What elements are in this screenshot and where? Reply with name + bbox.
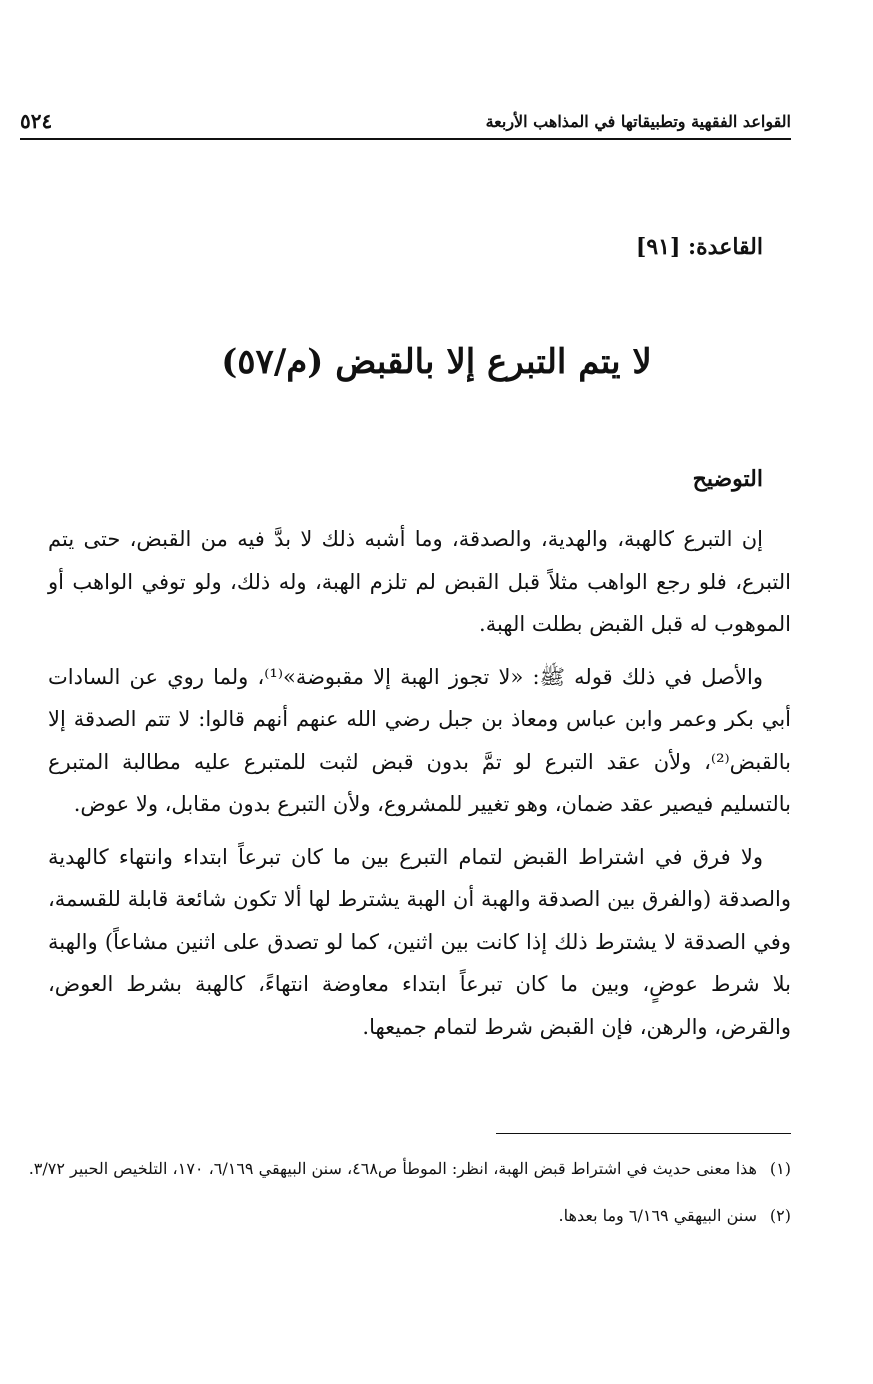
running-title: القواعد الفقهية وتطبيقاتها في المذاهب الأربعة — [485, 111, 791, 131]
paragraph: والأصل في ذلك قوله ﷺ: «لا تجوز الهبة إلا مقبوضة»⁽¹⁾، ولما روي عن السادات أبي بكر وعمر وابن عباس ومعاذ بن جبل رضي الله عنهم أنهم قالوا: لا تتم الصدقة إلا بالقبض⁽²⁾، ولأن عقد التبرع لو تمَّ بدون قبض لثبت للمتبرع عليه مطالبة المتبرع بالتسليم فيصير عقد ضمان، وهو تغيير للمشروع، ولأن التبرع بدون مقابل، ولا عوض. — [48, 664, 791, 816]
footnote-separator — [496, 1133, 791, 1134]
page-number: ٥٢٤ — [20, 109, 53, 133]
paragraph: إن التبرع كالهبة، والهدية، والصدقة، وما أشبه ذلك لا بدَّ فيه من القبض، حتى يتم التبرع، فلو رجع الواهب مثلاً قبل القبض لم تلزم الهبة، وله ذلك، ولو توفي الواهب أو الموهوب له قبل القبض بطلت الهبة. — [48, 527, 791, 636]
footnote — [20, 1150, 791, 1187]
section-heading: التوضيح — [692, 466, 763, 492]
footnote-number: (٢) — [769, 1206, 791, 1225]
paragraph: ولا فرق في اشتراط القبض لتمام التبرع بين ما كان تبرعاً ابتداء وانتهاء كالهدية والصدقة (والفرق بين الصدقة والهبة أن الهبة يشترط لها ألا تكون شائعة قابلة للقسمة، وفي الصدقة لا يشترط ذلك إذا كانت بين اثنين، كما لو تصدق على اثنين مشاعاً) والهبة بلا شرط عوضٍ، وبين ما كان تبرعاً ابتداء معاوضة انتهاءً، كالهبة بشرط العوض، والقرض، والرهن، فإن القبض شرط لتمام جميعها. — [48, 844, 791, 1039]
rule-label: القاعدة: [٩١] — [635, 234, 763, 260]
page-header — [20, 104, 791, 140]
footnote-text: هذا معنى حديث في اشتراط قبض الهبة، انظر: الموطأ ص٤٦٨، سنن البيهقي ٦/١٦٩، ١٧٠، التلخيص الحبير ٣/٧٢. — [28, 1159, 757, 1178]
footnote-number: (١) — [769, 1159, 791, 1178]
footnote — [20, 1197, 791, 1234]
footnotes — [20, 1150, 791, 1244]
rule-title: لا يتم التبرع إلا بالقبض (م/٥٧) — [221, 342, 652, 382]
footnote-text: سنن البيهقي ٦/١٦٩ وما بعدها. — [558, 1206, 757, 1225]
body-text — [48, 518, 791, 1058]
